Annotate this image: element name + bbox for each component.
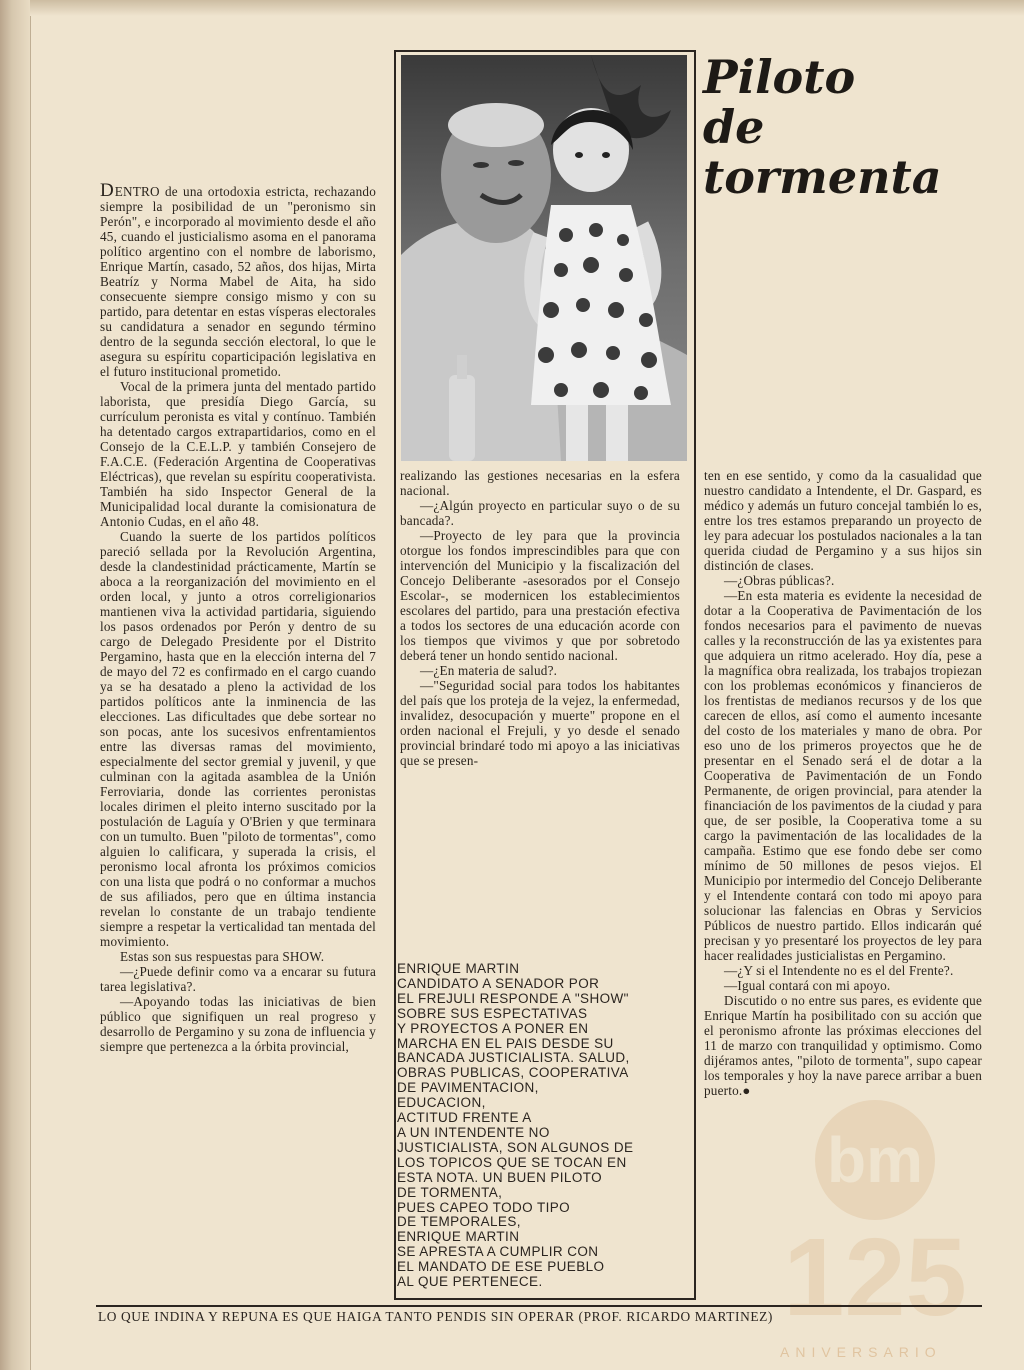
- caption-line: Y PROYECTOS A PONER EN: [397, 1020, 589, 1036]
- caption-line: OBRAS PUBLICAS, COOPERATIVA: [397, 1065, 629, 1081]
- caption-line: EDUCACION,: [397, 1095, 486, 1111]
- caption-line: MARCHA EN EL PAIS DESDE SU: [397, 1035, 614, 1051]
- caption-line: SE APRESTA A CUMPLIR CON: [397, 1244, 599, 1260]
- closing-paragraph: Discutido o no entre sus pares, es evidente que Enrique Martín ha posibilitado con su acción que el peronismo afronte las próximas elecciones del 11 de marzo con tranquilidad y optimismo. Como dijéramos antes, "piloto de tormenta", supo capear los temporales y hoy la nave parece arribar a buen puerto.●: [704, 993, 982, 1098]
- page-top-edge: [30, 0, 1024, 16]
- question: —¿Algún proyecto en particular suyo o de su bancada?.: [400, 498, 680, 528]
- question: —¿Puede definir como va a encarar su futura tarea legislativa?.: [100, 964, 376, 994]
- caption-line: A UN INTENDENTE NO: [397, 1124, 550, 1140]
- watermark-number: 125: [783, 1216, 967, 1339]
- title-line: Piloto: [703, 50, 856, 104]
- photo-caption: [397, 962, 687, 1290]
- paragraph-text: ENTRO de una ortodoxia estricta, rechazando siempre la posibilidad de un "peronismo sin Perón", e incorporado al movimiento desde el año 45, cuando el justicialismo asoma en el panorama político argentino con el nombre de laborismo, Enrique Martín, casado, 52 años, dos hijas, Mirta Beatríz y Norma Mabel de Aita, ha sido consecuente siempre consigo mismo y con su partido, para detentar en estas vísperas electorales su candidatura a senador en segundo término dentro de la segunda sección electoral, lo que le asegura su espíritu coparticipación legislativa en el futuro institucional prometido.: [100, 184, 376, 379]
- caption-line: DE TEMPORALES,: [397, 1214, 521, 1230]
- paragraph: Estas son sus respuestas para SHOW.: [120, 949, 325, 964]
- answer: —Igual contará con mi apoyo.: [724, 978, 891, 993]
- caption-line: ESTA NOTA. UN BUEN PILOTO: [397, 1169, 603, 1185]
- caption-line: LOS TOPICOS QUE SE TOCAN EN: [397, 1154, 627, 1170]
- caption-line: ENRIQUE MARTIN: [397, 961, 520, 976]
- article-column-2: [400, 468, 680, 828]
- paragraph: Vocal de la primera junta del mentado partido laborista, que presidía Diego García, su currículum peronista es vital y contínuo. También ha detentado cargos extrapartidarios, como en el Consejo de la C.E.L.P. y también Consejero de F.A.C.E. (Federación Argentina de Cooperativas Eléctricas), que revelan su espíritu cooperativista. También ha sido Inspector General de la Municipalidad local durante la comisionatura de Antonio Cudas, en el año 48.: [100, 379, 376, 529]
- caption-line: DE TORMENTA,: [397, 1184, 503, 1200]
- photo-man-and-child: [401, 55, 687, 461]
- question: —¿Obras públicas?.: [724, 573, 835, 588]
- paragraph-lead: [100, 183, 376, 379]
- question: —¿En materia de salud?.: [420, 663, 558, 678]
- caption-line: SOBRE SUS ESPECTATIVAS: [397, 1005, 588, 1021]
- answer-continued: ten en ese sentido, y como da la casualidad que nuestro candidato a Intendente, el Dr. Gaspard, es médico y además un futuro concejal también lo es, entre los tres estamos preparando un proyecto de ley para adecuar los postulados nacionales a la tan querida ciudad de Pergamino y a sus hijos sin distinción de clases.: [704, 468, 982, 573]
- caption-line: DE PAVIMENTACION,: [397, 1080, 539, 1096]
- caption-line: BANCADA JUSTICIALISTA. SALUD,: [397, 1050, 630, 1066]
- question: —¿Y si el Intendente no es el del Frente?.: [724, 963, 954, 978]
- answer: —Proyecto de ley para que la provincia otorgue los fondos imprescindibles para que con intervención del Municipio y la fiscalización del Concejo Deliberante -asesorados por el Consejo Escolar-, se modernicen los establecimientos escolares del partido, para una prestación efectiva a todos los sectores de una educación acorde con los tiempos que vivimos y que por sobretodo deberá tener un hondo sentido nacional.: [400, 528, 680, 663]
- caption-line: CANDIDATO A SENADOR POR: [397, 975, 600, 991]
- answer: —"Seguridad social para todos los habitantes del país que los proteja de la vejez, la enfermedad, invalidez, desocupación y muerte" propone en el orden nacional el Frejuli, y yo desde el senado provincial brindaré todo mi apoyo a las iniciativas que se presen-: [400, 678, 680, 768]
- article-title: [703, 52, 1003, 202]
- article-column-3: [704, 468, 982, 1303]
- watermark-word: ANIVERSARIO: [780, 1344, 942, 1360]
- caption-line: ACTITUD FRENTE A: [397, 1110, 532, 1126]
- answer-continued: realizando las gestiones necesarias en la esfera nacional.: [400, 468, 680, 498]
- watermark-logo-letters: bm: [827, 1124, 923, 1196]
- footer-rule: [96, 1305, 982, 1307]
- caption-line: JUSTICIALISTA, SON ALGUNOS DE: [397, 1139, 634, 1155]
- caption-line: EL MANDATO DE ESE PUEBLO: [397, 1259, 605, 1275]
- caption-line: ENRIQUE MARTIN: [397, 1229, 520, 1245]
- caption-line: PUES CAPEO TODO TIPO: [397, 1199, 571, 1215]
- answer: —Apoyando todas las iniciativas de bien público que signifiquen un real progreso y desarrollo de Pergamino y su zona de influencia y siempre que pertenezca a la órbita provincial,: [100, 994, 376, 1054]
- article-column-1: [100, 183, 376, 1293]
- caption-line: EL FREJULI RESPONDE A "SHOW": [397, 990, 629, 1006]
- page-binding-edge: [0, 0, 31, 1370]
- title-line: tormenta: [703, 150, 942, 204]
- drop-cap: D: [100, 183, 115, 201]
- footer-quote: LO QUE INDINA Y REPUNA ES QUE HAIGA TANTO PENDIS SIN OPERAR (PROF. RICARDO MARTINEZ): [98, 1309, 773, 1324]
- caption-line: AL QUE PERTENECE.: [397, 1274, 543, 1290]
- answer: —En esta materia es evidente la necesidad de dotar a la Cooperativa de Pavimentación de los fondos necesarios para el pavimento de nuevas calles y la reconstrucción de las ya existentes para que adquiera un ritmo acelerado. Hoy día, pese a la magnífica obra realizada, los trabajos tropiezan con los problemas económicos y financieros de los frentistas de medianos recursos y de los que carecen de ellos, así como el aumento incesante del costo de los materiales y mano de obra. Por eso uno de los primeros proyectos que he de presentar en el Senado será el de dotar a la Cooperativa de Pavimentación de un Fondo Permanente, de origen provincial, para atender la financiación de los pavimentos de la ciudad y para que, de ser posible, la Cooperativa tome a su cargo la pavimentación de las localidades de la campaña. Estimo que ese fondo debe ser como mínimo de 50 millones de pesos viejos. El Municipio por intermedio del Concejo Deliberante y el Intendente contará con todo mi apoyo para solucionar las falencias en Obras y Servicios Públicos de nuestro partido. Ellos indicarán qué precisan y yo presentaré los proyectos de ley para hacer realidades justicialistas en Pergamino.: [704, 588, 982, 963]
- paragraph: Cuando la suerte de los partidos políticos pareció sellada por la Revolución Argentina, desde la clandestinidad prácticamente, Martín se aboca a la reorganización del movimiento en el orden local, y junto a otros correligionarios mantienen viva la actividad partidaria, siguiendo los pasos ordenados por Perón y dentro de su cargo de Delegado Presidente por el Distrito Pergamino, hasta que en la elección interna del 7 de mayo del 72 es confirmado en el cargo cuando ya se ha desatado a pleno la actividad de los partidos políticos ante la inminencia de las elecciones. Las dificultades que debe sortear no son pocas, ante los sucesivos enfrentamientos entre las diversas ramas del movimiento, especialmente del sector gremial y juvenil, y que culminan con la agitada asamblea de la Unión Ferroviaria, donde las corrientes peronistas locales dirimen el pleito interno suscitado por la postulación de Laguía y O'Brien y que terminara con un tumulto. Buen "piloto de tormentas", como alguien lo calificara, y superada la crisis, el peronismo local afronta los próximos comicios con una lista que podrá o no conformar a muchos de sus afiliados, pero que en última instancia revelan lo constante de un trabajo tendiente siempre a respetar la verticalidad tan mentada del movimiento.: [100, 529, 376, 949]
- photo-image: [401, 55, 687, 461]
- title-line: de: [703, 100, 765, 154]
